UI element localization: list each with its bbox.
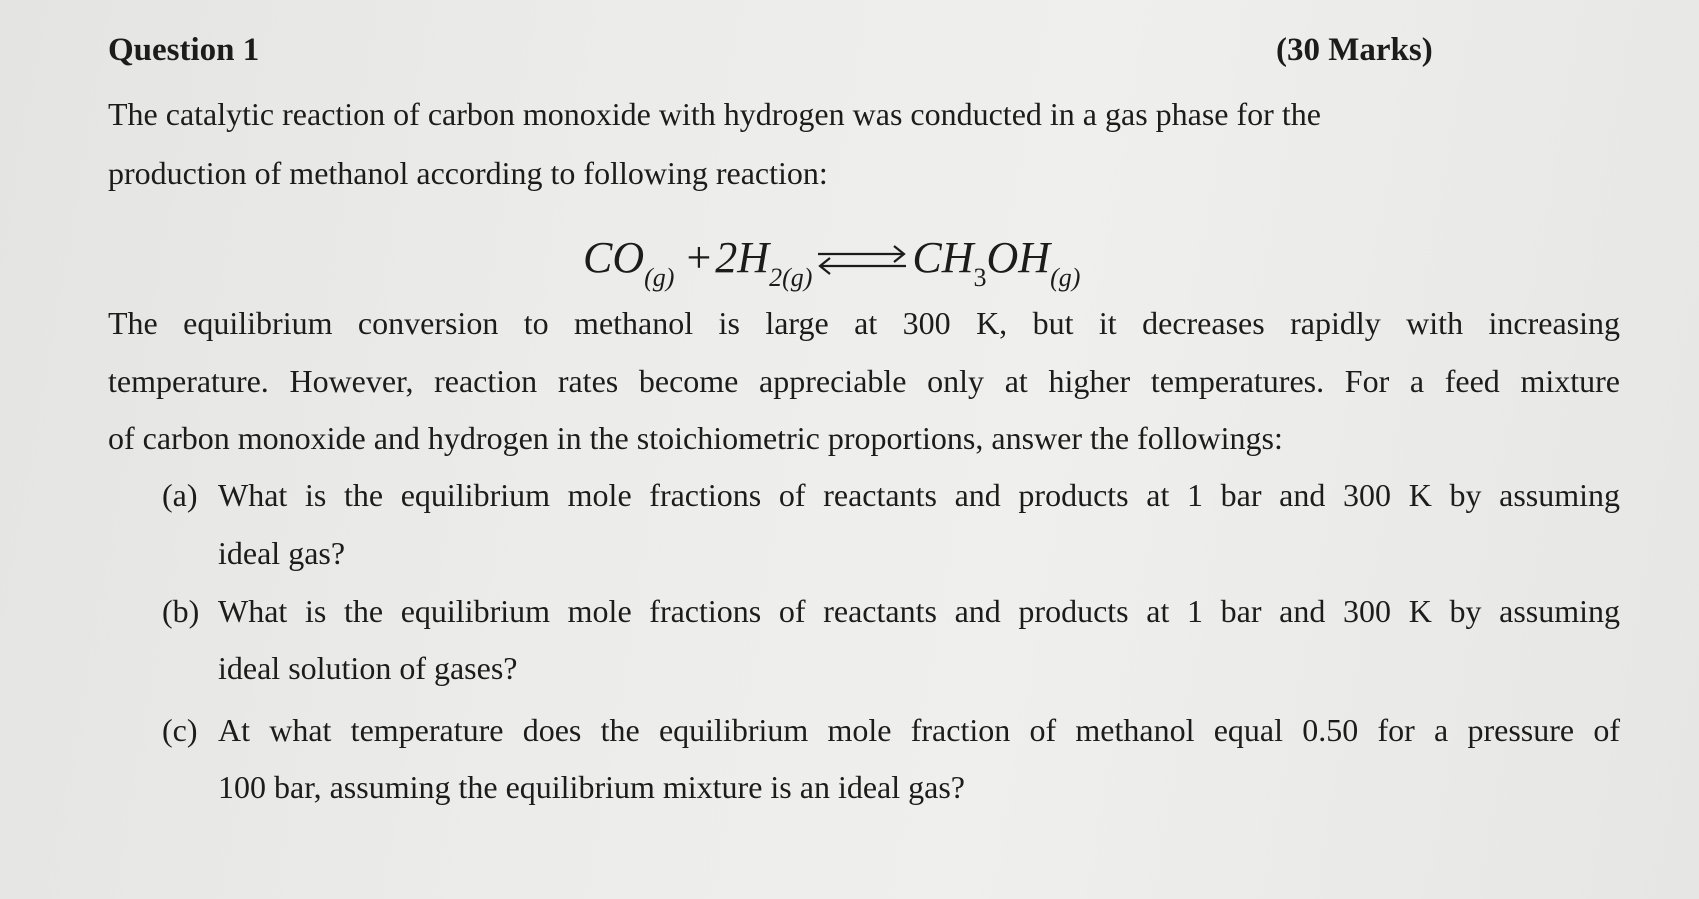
product-ch: CH — [912, 233, 974, 282]
product-subscript-3: 3 — [973, 263, 987, 292]
equilibrium-arrow-icon — [816, 240, 908, 280]
reactant-h2-state: 2(g) — [769, 263, 813, 292]
part-a-line-2: ideal gas? — [218, 535, 346, 571]
reaction-equation — [583, 232, 1081, 292]
reactant-co: CO — [583, 233, 645, 282]
product-oh: OH — [986, 233, 1051, 282]
reactant-h2: 2H — [715, 233, 770, 282]
plus-sign: + — [686, 233, 712, 282]
body-line-1: The equilibrium conversion to methanol is large at 300 K, but it decreases rapidly with increasing — [108, 305, 1620, 341]
part-c-label: (c) — [162, 712, 198, 748]
part-c-line-2: 100 bar, assuming the equilibrium mixture is an ideal gas? — [218, 769, 965, 805]
question-marks: (30 Marks) — [1276, 32, 1433, 68]
part-a-line-1: What is the equilibrium mole fractions of reactants and products at 1 bar and 300 K by assuming — [218, 477, 1620, 513]
part-b-line-2: ideal solution of gases? — [218, 650, 518, 686]
intro-line-2: production of methanol according to following reaction: — [108, 155, 828, 191]
reactant-co-state: (g) — [644, 263, 675, 292]
part-b-line-1: What is the equilibrium mole fractions of reactants and products at 1 bar and 300 K by assuming — [218, 593, 1620, 629]
product-state: (g) — [1050, 263, 1081, 292]
intro-line-1: The catalytic reaction of carbon monoxide with hydrogen was conducted in a gas phase for the — [108, 96, 1321, 132]
body-line-3: of carbon monoxide and hydrogen in the stoichiometric proportions, answer the followings: — [108, 420, 1283, 456]
body-line-2: temperature. However, reaction rates become appreciable only at higher temperatures. For a feed mixture — [108, 363, 1620, 399]
part-b-label: (b) — [162, 593, 200, 629]
part-c-line-1: At what temperature does the equilibrium mole fraction of methanol equal 0.50 for a pressure of — [218, 712, 1620, 748]
question-title: Question 1 — [108, 32, 260, 68]
part-a-label: (a) — [162, 477, 198, 513]
